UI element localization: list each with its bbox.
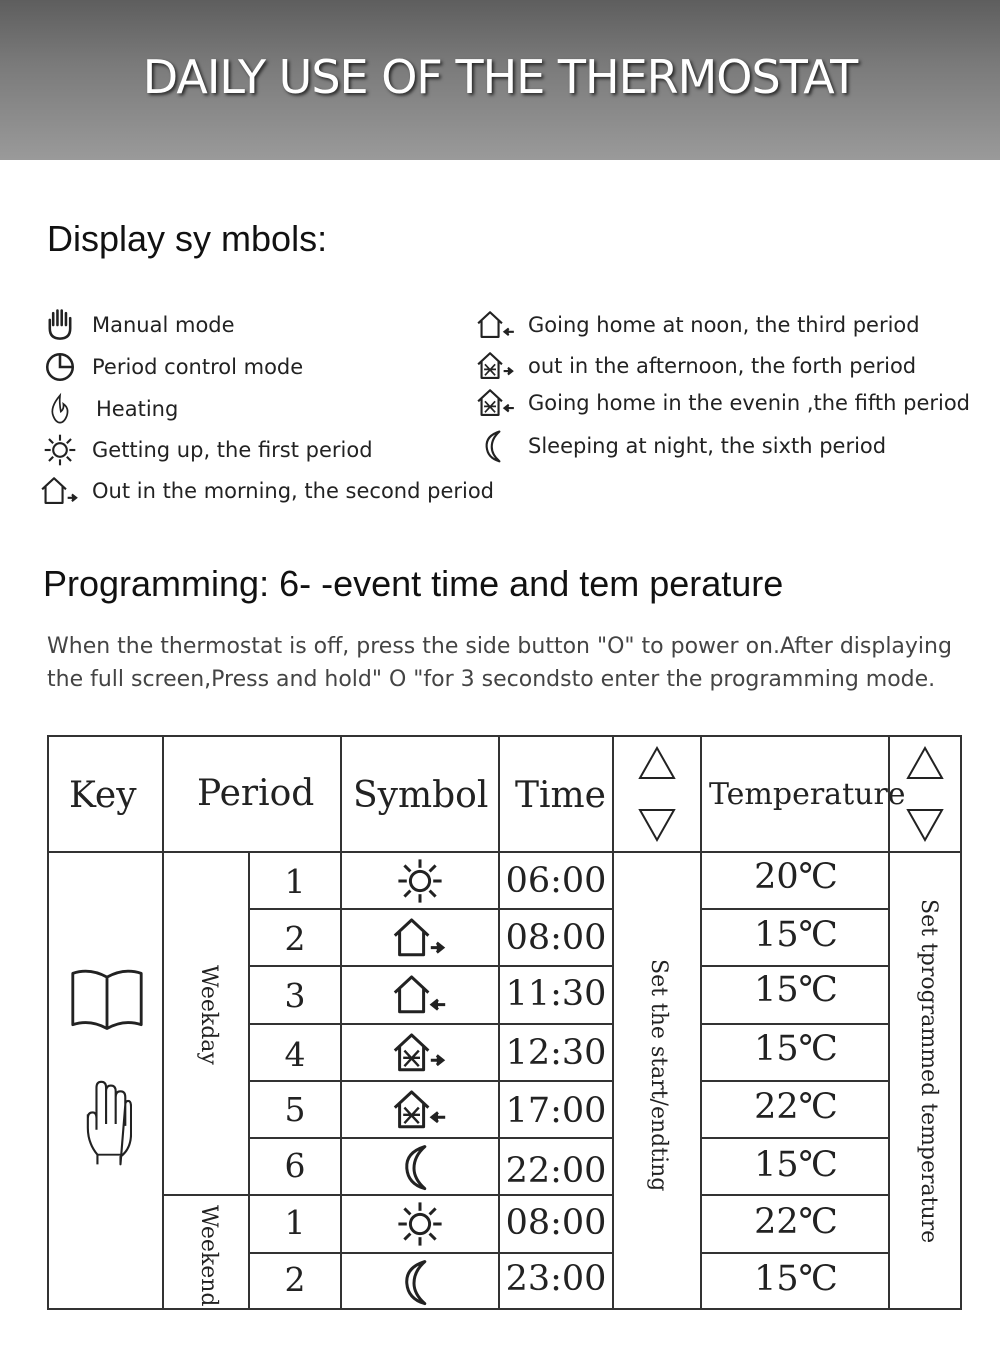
row-symbol bbox=[341, 1195, 499, 1252]
legend-label: Period control mode bbox=[92, 355, 304, 379]
legend-item-night bbox=[474, 429, 886, 463]
legend-item-noon bbox=[474, 308, 920, 342]
time-value: 08:00 bbox=[505, 1203, 607, 1243]
temp-value: 20℃ bbox=[754, 857, 838, 897]
house-in-icon bbox=[474, 308, 518, 342]
house-out-icon bbox=[390, 914, 450, 962]
sun-icon bbox=[38, 433, 82, 467]
moon-icon bbox=[390, 1258, 450, 1306]
header-symbol: Symbol bbox=[353, 775, 489, 816]
sun-icon bbox=[390, 857, 450, 905]
legend-label: Sleeping at night, the sixth period bbox=[528, 434, 887, 458]
clock-icon bbox=[38, 350, 82, 384]
arrow-down-icon bbox=[905, 807, 945, 843]
temp-value: 15℃ bbox=[754, 1259, 838, 1299]
row-symbol bbox=[341, 1081, 499, 1138]
intro-line: When the thermostat is off, press the side button "O" to power on.After displaying bbox=[47, 634, 952, 659]
programming-heading: Programming: 6- -event time and tem perature bbox=[43, 563, 784, 604]
legend-label: Getting up, the first period bbox=[92, 438, 373, 462]
house-in-icon bbox=[390, 971, 450, 1019]
temp-value: 15℃ bbox=[754, 1145, 838, 1185]
legend-item-period bbox=[38, 350, 303, 384]
intro-text bbox=[47, 630, 977, 696]
legend-item-manual bbox=[38, 308, 235, 342]
arrow-up-icon bbox=[905, 745, 945, 781]
house-out-icon bbox=[38, 474, 82, 508]
row-symbol bbox=[341, 966, 499, 1023]
legend-label: out in the afternoon, the forth period bbox=[528, 354, 917, 378]
legend-item-getting-up bbox=[38, 433, 373, 467]
legend-label: Heating bbox=[96, 397, 179, 421]
time-value: 08:00 bbox=[505, 918, 607, 958]
legend-label: Going home in the evenin ,the fifth period bbox=[528, 391, 971, 415]
row-symbol bbox=[341, 852, 499, 909]
legend-item-afternoon bbox=[474, 349, 916, 383]
flame-icon bbox=[38, 392, 82, 426]
header-period: Period bbox=[197, 773, 315, 814]
time-value: 12:30 bbox=[505, 1033, 607, 1073]
legend-item-out-morning bbox=[38, 474, 494, 508]
temp-value: 15℃ bbox=[754, 915, 838, 955]
legend-label: Going home at noon, the third period bbox=[528, 313, 920, 337]
time-note: Set the start/endting bbox=[646, 959, 671, 1192]
symbols-heading: Display sy mbols: bbox=[47, 218, 328, 259]
house-cross-out-icon bbox=[390, 1029, 450, 1077]
header-banner bbox=[0, 0, 1000, 160]
header-time: Time bbox=[515, 775, 606, 816]
weekend-label: Weekend bbox=[196, 1205, 221, 1307]
header-key: Key bbox=[69, 775, 137, 816]
temp-value: 22℃ bbox=[754, 1087, 838, 1127]
arrow-down-icon bbox=[637, 807, 677, 843]
intro-line: the full screen,Press and hold" O "for 3 secondsto enter the programming mode. bbox=[47, 667, 936, 692]
weekday-label: Weekday bbox=[196, 965, 221, 1065]
temp-value: 15℃ bbox=[754, 1029, 838, 1069]
legend-label: Manual mode bbox=[92, 313, 235, 337]
legend-label: Out in the morning, the second period bbox=[92, 479, 495, 503]
legend-item-heating bbox=[38, 392, 178, 426]
period-number: 1 bbox=[284, 1203, 306, 1242]
moon-icon bbox=[390, 1143, 450, 1191]
legend-item-evening bbox=[474, 386, 970, 420]
time-value: 06:00 bbox=[505, 861, 607, 901]
schedule-table bbox=[47, 735, 962, 1310]
temp-note: Set tprogrammed temperature bbox=[916, 899, 941, 1244]
period-number: 5 bbox=[284, 1090, 306, 1129]
house-cross-out-icon bbox=[474, 349, 518, 383]
house-cross-in-icon bbox=[474, 386, 518, 420]
time-value: 22:00 bbox=[505, 1151, 607, 1191]
header-temperature: Temperature bbox=[709, 777, 906, 812]
row-symbol bbox=[341, 1138, 499, 1195]
book-icon bbox=[69, 965, 145, 1033]
house-cross-in-icon bbox=[390, 1086, 450, 1134]
arrow-up-icon bbox=[637, 745, 677, 781]
period-number: 2 bbox=[284, 919, 306, 958]
hand-icon bbox=[38, 308, 82, 342]
time-value: 11:30 bbox=[505, 974, 607, 1014]
time-value: 17:00 bbox=[505, 1091, 607, 1131]
temp-value: 15℃ bbox=[754, 970, 838, 1010]
row-symbol bbox=[341, 909, 499, 966]
period-number: 6 bbox=[284, 1146, 306, 1185]
row-symbol bbox=[341, 1253, 499, 1310]
temp-value: 22℃ bbox=[754, 1202, 838, 1242]
moon-icon bbox=[474, 429, 518, 463]
hand-icon bbox=[84, 1074, 132, 1174]
page-title: DAILY USE OF THE THERMOSTAT bbox=[142, 50, 858, 104]
period-number: 1 bbox=[284, 862, 306, 901]
period-number: 4 bbox=[284, 1035, 306, 1074]
sun-icon bbox=[390, 1200, 450, 1248]
period-number: 2 bbox=[284, 1260, 306, 1299]
time-value: 23:00 bbox=[505, 1259, 607, 1299]
row-symbol bbox=[341, 1024, 499, 1081]
period-number: 3 bbox=[284, 976, 306, 1015]
